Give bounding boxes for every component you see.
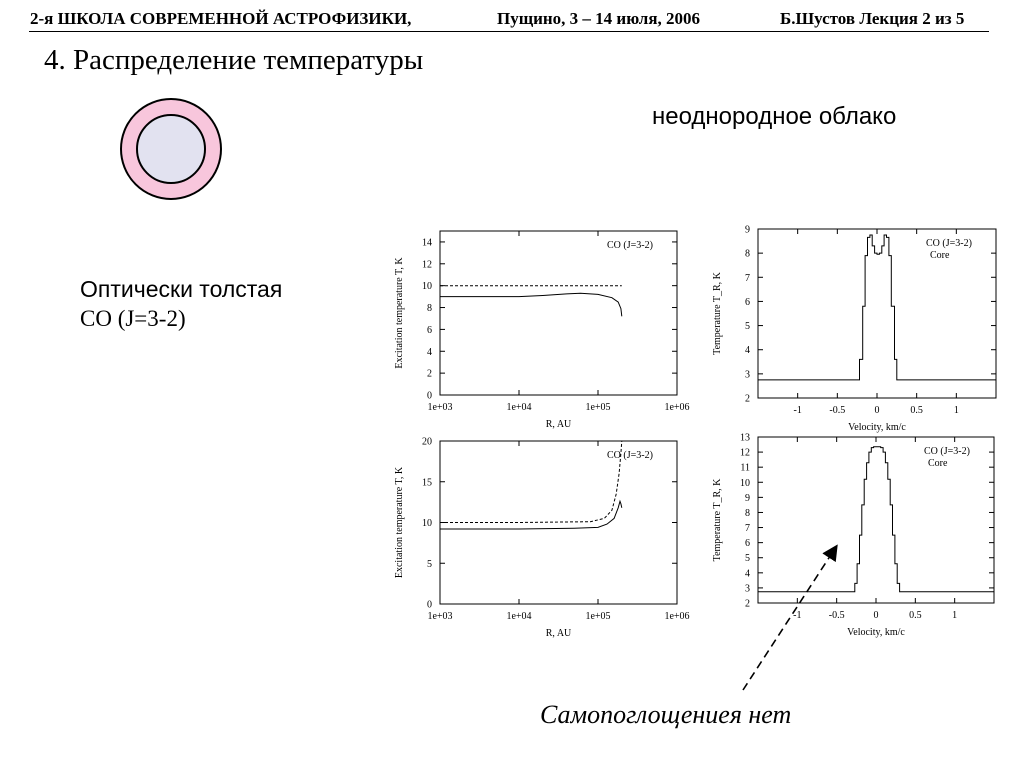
y-tick-label: 10	[422, 518, 432, 529]
slide-title: 4. Распределение температуры	[44, 44, 424, 76]
x-tick-label: 1e+05	[585, 402, 611, 413]
legend-label: CO (J=3-2)	[607, 240, 653, 251]
x-axis-label: R, AU	[545, 419, 572, 430]
legend-sub-label: Core	[930, 250, 950, 261]
x-tick-label: 0	[874, 405, 880, 416]
y-axis-label: Temperature T_R, K	[712, 478, 723, 562]
y-tick-label: 5	[427, 558, 432, 570]
x-tick-label: 1	[952, 610, 958, 621]
x-tick-label: 1e+03	[427, 611, 453, 622]
x-tick-label: 0.5	[909, 610, 922, 621]
x-axis-label: R, AU	[545, 628, 572, 639]
cloud-label: неоднородное облако	[652, 103, 897, 130]
x-tick-label: -1	[793, 610, 802, 621]
y-tick-label: 6	[745, 538, 750, 550]
y-axis-label: Temperature T_R, K	[712, 272, 723, 355]
y-tick-label: 20	[422, 436, 432, 448]
y-tick-label: 0	[427, 390, 432, 402]
y-tick-label: 3	[745, 369, 750, 381]
y-tick-label: 3	[745, 583, 750, 595]
x-tick-label: 1e+06	[664, 611, 690, 622]
x-tick-label: 1	[953, 405, 959, 416]
x-tick-label: 1e+03	[427, 402, 453, 413]
y-tick-label: 6	[427, 324, 432, 336]
series-line-2	[440, 293, 622, 316]
x-tick-label: 0.5	[910, 405, 923, 416]
caption-arrow	[743, 547, 836, 690]
series-line-2	[440, 501, 622, 529]
legend-label: CO (J=3-2)	[926, 238, 972, 249]
y-tick-label: 7	[745, 523, 750, 535]
caption: Самопоглощениея нет	[540, 700, 792, 729]
y-tick-label: 10	[740, 477, 750, 489]
y-tick-label: 8	[427, 303, 432, 315]
x-tick-label: -0.5	[828, 610, 845, 621]
y-tick-label: 12	[422, 259, 432, 271]
chart-2	[712, 225, 996, 434]
chart-1	[394, 231, 690, 430]
y-tick-label: 10	[422, 281, 432, 293]
legend-sub-label: Core	[928, 458, 948, 469]
header-school: 2-я ШКОЛА СОВРЕМЕННОЙ АСТРОФИЗИКИ,	[30, 9, 412, 28]
x-axis-label: Velocity, km/c	[848, 422, 906, 433]
x-tick-label: 1e+06	[664, 402, 690, 413]
y-tick-label: 4	[427, 346, 432, 358]
y-tick-label: 4	[745, 345, 750, 357]
y-tick-label: 2	[745, 598, 750, 610]
x-tick-label: 0	[873, 610, 879, 621]
y-tick-label: 5	[745, 321, 750, 333]
legend-label: CO (J=3-2)	[607, 450, 653, 461]
y-tick-label: 2	[745, 393, 750, 405]
series-line-1	[758, 235, 996, 380]
chart-4	[712, 433, 994, 639]
chart-3	[394, 437, 690, 640]
y-tick-label: 7	[745, 272, 750, 284]
plot-frame	[440, 231, 677, 395]
y-tick-label: 2	[427, 368, 432, 380]
y-tick-label: 14	[422, 237, 432, 249]
x-tick-label: -1	[793, 405, 802, 416]
y-tick-label: 0	[427, 599, 432, 611]
plot-frame	[758, 437, 994, 603]
transition-label: CO (J=3-2)	[80, 306, 186, 331]
y-axis-label: Excitation temperature T, K	[394, 466, 405, 579]
legend-label: CO (J=3-2)	[924, 446, 970, 457]
y-tick-label: 13	[740, 432, 750, 444]
x-tick-label: 1e+04	[506, 402, 532, 413]
x-tick-label: 1e+05	[585, 611, 611, 622]
y-tick-label: 9	[745, 224, 750, 236]
y-tick-label: 8	[745, 248, 750, 260]
header-lecture: Б.Шустов Лекция 2 из 5	[780, 9, 965, 28]
series-line-1	[758, 447, 994, 592]
y-tick-label: 12	[740, 447, 750, 459]
y-tick-label: 4	[745, 568, 750, 580]
series-line-1	[440, 441, 622, 523]
optically-thick-label: Оптически толстая	[80, 276, 283, 302]
y-tick-label: 11	[740, 462, 750, 474]
y-tick-label: 15	[422, 477, 432, 489]
y-tick-label: 9	[745, 492, 750, 504]
y-tick-label: 8	[745, 507, 750, 519]
y-tick-label: 5	[745, 553, 750, 565]
x-tick-label: -0.5	[829, 405, 846, 416]
header-place-date: Пущино, 3 – 14 июля, 2006	[497, 9, 701, 28]
x-axis-label: Velocity, km/c	[847, 627, 905, 638]
y-axis-label: Excitation temperature T, K	[394, 257, 405, 369]
x-tick-label: 1e+04	[506, 611, 532, 622]
y-tick-label: 6	[745, 296, 750, 308]
